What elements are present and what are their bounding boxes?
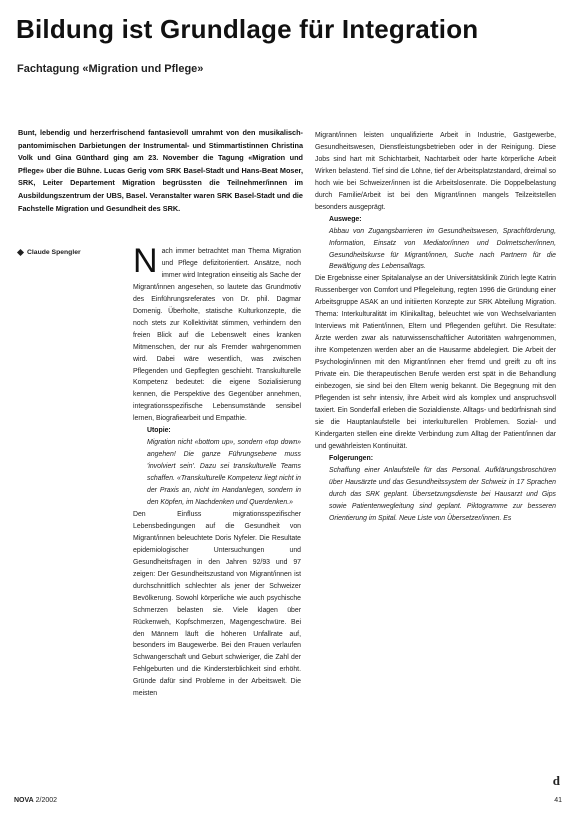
diamond-bullet-icon bbox=[17, 249, 24, 256]
author-name: Claude Spengler bbox=[27, 249, 81, 256]
article-lead: Bunt, lebendig und herzerfrischend fantasievoll umrahmt von den musikalisch-pantomimischen Darbietungen der Instrumental- und Stimmartistinnen Christina Volk und Gina Günthard ging am 23. November die Tagung «Migration und Pflege» über die Bühne. Lucas Gerig vom SRK Basel-Stadt und Hans-Beat Moser, SRK, Leiter Departement Migration begrüssten die Teilnehmer/innen im Ausbildungszentrum der UBS, Basel. Veranstalter waren SRK Basel-Stadt und die Fachstelle Migration und Gesundheit des SRK. bbox=[18, 128, 303, 213]
section-heading-utopie: Utopie: bbox=[147, 427, 171, 435]
section-heading-auswege: Auswege: bbox=[329, 215, 362, 223]
paragraph-work: Migrant/innen leisten unqualifizierte Arbeit in Industrie, Gastgewerbe, Gesundheitswesen, Dienstleistungsbetrieben oder in der Reinigung. Diese Jobs sind hart mit Schichtarbeit, Nachtarbeit oder harte körperliche Arbeit Wirken belastend. Tief sind die Löhne, tief der Arbeitsplatzstandard, dreimal so hoch wie bei Schweizer/innen ist die Arbeitslosenrate. Die Doppelbelastung durch Familie/Arbeit ist bei den Migrant/innen mangels Teilzeitstellen besonders ausgeprägt. bbox=[315, 132, 556, 211]
footer-magazine-name: NOVA bbox=[14, 797, 34, 804]
article-subtitle: Fachtagung «Migration und Pflege» bbox=[17, 63, 204, 75]
page-number: 41 bbox=[554, 797, 562, 804]
author-byline bbox=[18, 249, 81, 256]
paragraph-health: Den Einfluss migrationsspezifischer Lebensbedingungen auf die Gesundheit von Migrant/innen beleuchtete Doris Nyfeler. Die Resultate epidemiologischer Untersuchungen und Gesundheitsfragen in den Jahren 92/93 und 97 zeigen: Der Gesundheitszustand von Migrant/innen ist durchschnittlich schlechter als jener der Schweizer Bevölkerung. Sowohl körperliche wie auch psychische Schmerzen belasten sie. Viele klagen über Rückenweh, Kopfschmerzen, Magengeschwüre. Bei den Männern läuft die höheren Unfallrate auf, besonders im Baugewerbe. Bei den Frauen verlaufen Schwangerschaft und Geburt schwieriger, die Zahl der Fehlgeburten und die Kindersterblichkeit sind erhöht. Gründe dafür sind Probleme in der Arbeitswelt. Die meisten bbox=[133, 510, 301, 698]
footer-issue bbox=[14, 797, 57, 804]
italic-block-folgerungen: Schaffung einer Anlaufstelle für das Personal. Aufklärungsbroschüren über Hausärzte und das Gesundheitssystem der Schweiz in 17 Sprachen durch das SRK geplant. Übersetzungsdienste bei Hausarzt und Gips sowie Patientenwegleitung sind geplant. Piktogramme zur besseren Orientierung im Spital. Neue Liste von Übersetzer/innen. Es bbox=[329, 466, 556, 522]
paragraph-intro bbox=[133, 242, 301, 425]
drop-cap: N bbox=[133, 242, 158, 280]
italic-block-auswege: Abbau von Zugangsbarrieren im Gesundheitswesen, Sprachförderung, Information, Einsatz von Mediator/innen und Dolmetscher/innen, Gesundheitskurse für Migrant/innen, Suche nach Partnern für die Bewältigung des Lebensalltags. bbox=[329, 227, 556, 271]
paragraph-clinic: Die Ergebnisse einer Spitalanalyse an der Universitätsklinik Zürich legte Katrin Russenberger von Comfort und Pflegeleitung, regten 1996 die Gründung einer Arbeitsgruppe ASAK an und initiierten Konzepte zur SRK Abteilung Migration. Thema: Interkulturalität im Klinikalltag, beleuchtet wie von Wechselvarianten Interviews mit Patient/innen, Eltern und Pflegenden geführt. Die Resultate: Ärzte werden zwar als naturwissenschaftlicher Autoritäten wahrgenommen, ihre Kompetenzen werden aber an die Hausarme abdelegiert. Die Arbeit der Psychologin/innen mit den Migrant/innen eher fremd und greift zu oft ins Private ein. Die therapeutischen Berufe werden erst spät in die Behandlung einbezogen, sie sind bei den Eltern wenig bekannt. Die Begegnung mit den Pflegenden ist sehr intensiv, ihre Arbeit wird als komplex und anspruchsvoll taxiert. Ein Sonderfall erleben die Sozialdienste. Alltags- und bedürfnisnah sind sie die Hauptanlaufstelle bei interkulturellen Problemen. Sozial- und Kindergarten stellen eine direkte Verbindung zum Alltag der Patient/innen dar und gewährleisten Kontinuität. bbox=[315, 275, 556, 450]
paragraph-intro-text: ach immer betrachtet man Thema Migration und Pflege defizitorientiert. Ansätze, noch immer wird Integration einseitig als Sache der Migrant/innen angesehen, so lautete das Grundmotiv des Einführungsreferates von Dr. phil. Dagmar Domenig. Überholte, statische Kulturkonzepte, die noch stets zur Kollektivität stimmen, verhindern den freien Blick auf die Lebenswelt eines kranken Mitmenschen, der nur als Fremder wahrgenommen wird. Dabei wäre wesentlich, was zwischen Pflegenden und Gepflegten geschieht. Transkulturelle Kompetenz bedeutet: die eigene Sozialisierung kennen, die Perspektive des Gegenüber annehmen, integrationsspezifische Lebensumstände sensibel lernen, Biografiearbeit und Empathie. bbox=[133, 248, 301, 423]
italic-block-utopie: Migration nicht «bottom up», sondern «top down» angehen! Die ganze Führungsebene muss 'involviert sein'. Dazu sei transkulturelle Teams schaffen. «Transkulturelle Kompetenz liegt nicht in der Praxis an, nicht im Handanlegen, sondern in den Köpfen, im Nachdenken und Querdenken.» bbox=[147, 439, 301, 507]
body-column-right bbox=[315, 130, 556, 524]
section-heading-folgerungen: Folgerungen: bbox=[329, 454, 374, 462]
body-column-left bbox=[133, 242, 301, 700]
article-title: Bildung ist Grundlage für Integration bbox=[16, 14, 479, 44]
footer-issue-number: 2/2002 bbox=[33, 797, 58, 804]
publication-logo: d bbox=[552, 773, 560, 788]
